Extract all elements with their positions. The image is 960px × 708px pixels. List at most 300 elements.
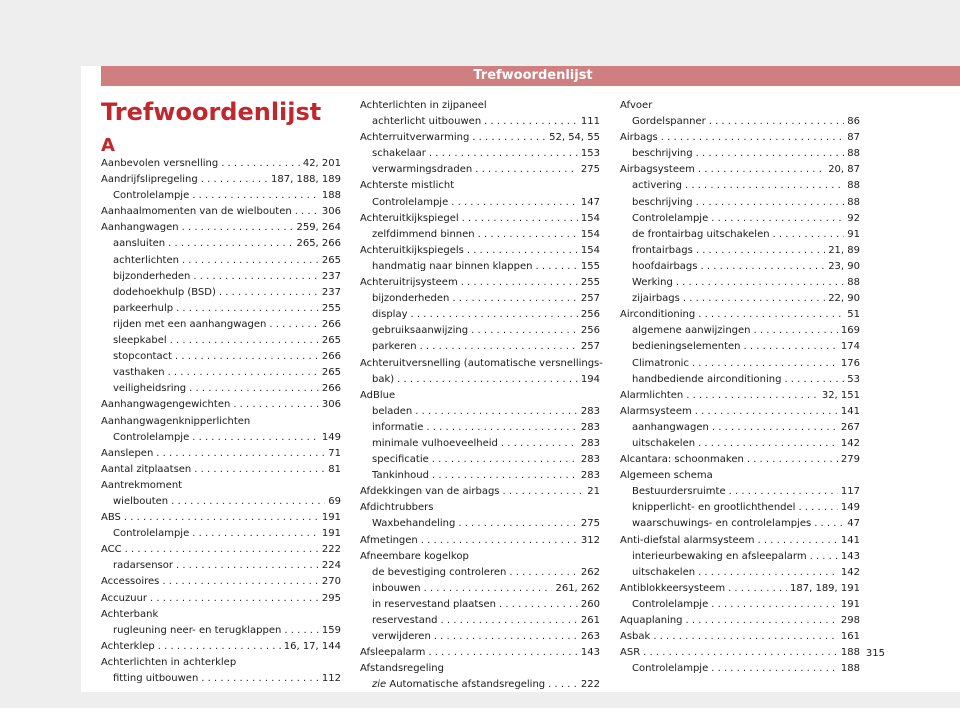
page-reference[interactable]: 256 — [580, 325, 600, 337]
dot-leader — [168, 365, 319, 381]
page-reference[interactable]: 153 — [580, 148, 600, 160]
index-entry — [620, 597, 860, 613]
page-reference[interactable]: 298 — [840, 615, 860, 626]
page-reference[interactable]: 222 — [321, 544, 341, 556]
index-entry — [360, 291, 600, 307]
see-target: Automatische afstandsregeling — [389, 679, 546, 691]
index-entry — [101, 220, 341, 236]
dot-leader — [168, 236, 293, 252]
page-reference[interactable]: 267 — [840, 421, 860, 433]
dot-leader — [182, 220, 294, 236]
index-term: dodehoekhulp (BSD) — [113, 286, 216, 298]
index-term: Gordelspanner — [632, 116, 706, 128]
page-reference[interactable]: 154 — [580, 212, 600, 224]
index-term: in reservestand plaatsen — [372, 598, 497, 610]
dot-leader — [478, 227, 578, 243]
page-reference[interactable]: 279 — [840, 454, 860, 466]
index-term: Aanhaalmomenten van de wielbouten — [101, 206, 292, 218]
index-entry — [620, 307, 860, 323]
dot-leader — [397, 372, 578, 388]
page-reference[interactable]: 161 — [840, 631, 860, 643]
index-entry — [360, 339, 600, 355]
dot-leader — [758, 533, 838, 549]
dot-leader — [156, 446, 325, 462]
page-reference[interactable]: 87 — [847, 132, 860, 144]
index-entry — [360, 227, 600, 243]
page-reference[interactable]: 188 — [321, 190, 341, 202]
index-term — [360, 677, 548, 693]
dot-leader — [686, 613, 838, 629]
index-term: Controlelampje — [632, 598, 709, 610]
page-reference[interactable]: 270 — [321, 576, 341, 588]
index-term: achterlichten — [113, 254, 179, 266]
index-entry — [620, 356, 860, 372]
dot-leader — [424, 581, 553, 597]
index-entry — [620, 372, 860, 388]
dot-leader — [698, 565, 838, 581]
index-entry — [360, 356, 603, 372]
index-entry — [101, 397, 341, 413]
dot-leader — [503, 484, 585, 500]
page-reference[interactable]: 176 — [840, 357, 860, 369]
dot-leader — [472, 130, 546, 146]
index-term: Controlelampje — [632, 663, 709, 675]
page-reference[interactable]: 42, 201 — [302, 158, 341, 169]
index-entry — [360, 468, 600, 484]
index-entry — [360, 516, 600, 532]
index-entry — [101, 558, 341, 574]
page-reference[interactable]: 260 — [580, 598, 600, 610]
dot-leader — [814, 516, 844, 532]
index-term: achterlicht uitbouwen — [372, 116, 482, 128]
index-term: Tankinhoud — [372, 470, 429, 482]
page-reference[interactable]: 142 — [840, 437, 860, 449]
dot-leader — [754, 323, 838, 339]
index-term: Achterlichten in zijpaneel — [360, 100, 487, 111]
index-term: Afstandsregeling — [360, 663, 444, 675]
index-entry — [101, 285, 341, 301]
index-entry — [360, 500, 600, 516]
dot-leader — [709, 114, 845, 130]
page-reference[interactable]: 143 — [580, 647, 600, 659]
dot-leader — [653, 629, 838, 645]
dot-leader — [269, 317, 319, 333]
index-entry — [101, 607, 341, 623]
page-reference[interactable]: 283 — [580, 405, 600, 417]
index-term: Controlelampje — [113, 431, 190, 443]
index-term: rijden met een aanhangwagen — [113, 318, 267, 330]
index-term: Anti-diefstal alarmsysteem — [620, 534, 755, 546]
index-term: Antiblokkeersysteem — [620, 582, 726, 594]
index-entry — [620, 291, 860, 307]
index-term: Achteruitrijsysteem — [360, 277, 458, 289]
dot-leader — [158, 639, 281, 655]
page-reference[interactable]: 141 — [840, 405, 860, 417]
page-reference[interactable]: 237 — [321, 270, 341, 282]
index-term: Aanhangwagenknipperlichten — [101, 415, 251, 427]
page-reference[interactable]: 155 — [580, 260, 600, 272]
index-entry — [101, 623, 341, 639]
page-reference[interactable]: 265 — [321, 254, 341, 266]
index-term: Bestuurdersruimte — [632, 486, 726, 498]
index-term: Controlelampje — [113, 528, 190, 540]
dot-leader — [452, 291, 578, 307]
index-term: inbouwen — [372, 582, 421, 594]
index-term: uitschakelen — [632, 566, 696, 578]
page-reference[interactable]: 53 — [847, 373, 860, 385]
index-entry — [620, 195, 860, 211]
dot-leader — [434, 629, 578, 645]
index-term: Controlelampje — [113, 190, 190, 202]
dot-leader — [810, 549, 838, 565]
index-entry — [360, 162, 600, 178]
dot-leader — [683, 291, 825, 307]
index-entry — [620, 275, 860, 291]
index-entry — [620, 516, 860, 532]
index-entry — [101, 655, 341, 671]
page-reference[interactable]: 191 — [321, 528, 341, 540]
index-term: Afmetingen — [360, 534, 418, 546]
index-entry — [620, 484, 860, 500]
index-entry — [620, 436, 860, 452]
index-entry — [360, 629, 600, 645]
dot-leader — [193, 269, 319, 285]
dot-leader — [125, 542, 319, 558]
dot-leader — [284, 623, 319, 639]
page-reference[interactable]: 266 — [321, 318, 341, 330]
page-reference[interactable]: 187, 188, 189 — [271, 174, 341, 186]
index-entry — [620, 565, 860, 581]
index-term: Accuzuur — [101, 592, 148, 604]
page-reference[interactable]: 142 — [840, 566, 860, 578]
index-entry — [620, 323, 860, 339]
dot-leader — [698, 436, 838, 452]
index-term: Airconditioning — [620, 309, 696, 321]
dot-leader — [192, 430, 319, 446]
page-reference[interactable]: 149 — [840, 502, 860, 514]
index-entry — [360, 275, 600, 291]
dot-leader — [421, 533, 578, 549]
page-reference[interactable]: 16, 17, 144 — [283, 640, 341, 652]
page-reference[interactable]: 22, 90 — [828, 293, 860, 305]
dot-leader — [784, 372, 844, 388]
page-reference[interactable]: 224 — [321, 560, 341, 572]
index-entry — [101, 510, 341, 526]
dot-leader — [696, 195, 845, 211]
index-term: algemene aanwijzingen — [632, 325, 751, 337]
page-reference[interactable]: 154 — [580, 228, 600, 240]
dot-leader — [458, 516, 578, 532]
index-entry — [101, 526, 341, 542]
page-reference[interactable]: 117 — [840, 486, 860, 498]
dot-leader — [429, 146, 578, 162]
index-term: Airbags — [620, 132, 658, 144]
index-term: Climatronic — [632, 357, 689, 369]
dot-leader — [201, 172, 268, 188]
index-entry — [360, 372, 600, 388]
index-term: ASR — [620, 647, 641, 659]
index-column-3 — [620, 98, 860, 677]
dot-leader — [696, 146, 845, 162]
page-reference[interactable]: 257 — [580, 341, 600, 353]
index-entry — [360, 597, 600, 613]
dot-leader — [171, 494, 325, 510]
index-term: radarsensor — [113, 560, 173, 572]
dot-leader — [415, 404, 578, 420]
page-title: Trefwoordenlijst — [101, 98, 322, 126]
page-reference[interactable]: 194 — [580, 373, 600, 385]
index-term: beschrijving — [632, 148, 693, 160]
index-entry — [620, 549, 860, 565]
page-reference[interactable]: 255 — [580, 277, 600, 289]
index-term: aanhangwagen — [632, 421, 709, 433]
page-reference[interactable]: 237 — [321, 286, 341, 298]
index-term: reservestand — [372, 615, 438, 626]
page-reference[interactable]: 147 — [580, 196, 600, 208]
index-entry — [360, 484, 600, 500]
index-term: uitschakelen — [632, 437, 696, 449]
index-term: verwarmingsdraden — [372, 164, 473, 176]
page-reference[interactable]: 169 — [840, 325, 860, 337]
dot-leader — [467, 243, 578, 259]
index-term: Werking — [632, 277, 673, 289]
index-term: Aantrekmoment — [101, 479, 183, 491]
dot-leader — [176, 558, 319, 574]
page-reference[interactable]: 88 — [847, 277, 860, 289]
index-term: vasthaken — [113, 367, 165, 379]
index-entry — [620, 243, 860, 259]
index-entry — [101, 317, 341, 333]
index-entry — [620, 629, 860, 645]
index-column-2 — [360, 98, 603, 693]
page-reference[interactable]: 86 — [847, 116, 860, 128]
dot-leader — [747, 452, 838, 468]
dot-leader — [729, 484, 838, 500]
page-reference[interactable]: 262 — [580, 566, 600, 578]
index-entry — [101, 204, 341, 220]
index-entry — [620, 581, 860, 597]
dot-leader — [711, 661, 838, 677]
index-entry — [360, 195, 600, 211]
index-term: Airbagsysteem — [620, 164, 695, 176]
page-reference[interactable]: 69 — [328, 495, 341, 507]
index-term: zijairbags — [632, 293, 680, 305]
index-entry — [360, 420, 600, 436]
index-entry — [360, 98, 600, 114]
dot-leader — [685, 178, 844, 194]
index-term: Achteruitversnelling (automatische versnellings- — [360, 357, 603, 369]
index-entry — [620, 468, 860, 484]
page-reference[interactable]: 47 — [847, 518, 860, 530]
index-term: sleepkabel — [113, 335, 167, 347]
index-entry — [620, 130, 860, 146]
dot-leader — [420, 339, 578, 355]
page-reference[interactable]: 91 — [847, 228, 860, 240]
page-reference[interactable]: 306 — [321, 206, 341, 218]
dot-leader — [798, 500, 837, 516]
page-reference[interactable]: 263 — [580, 631, 600, 643]
page-reference[interactable]: 283 — [580, 421, 600, 433]
page-reference[interactable]: 149 — [321, 431, 341, 443]
index-entry — [620, 645, 860, 661]
dot-leader — [124, 510, 319, 526]
index-term: verwijderen — [372, 631, 431, 643]
dot-leader — [432, 452, 578, 468]
page-reference[interactable]: 266 — [321, 383, 341, 395]
page-reference[interactable]: 32, 151 — [821, 389, 860, 401]
index-entry — [620, 178, 860, 194]
index-entry — [101, 462, 341, 478]
index-term: specificatie — [372, 454, 429, 466]
dot-leader — [192, 526, 319, 542]
page-number: 315 — [865, 648, 885, 659]
page-reference[interactable]: 174 — [840, 341, 860, 353]
index-term: de frontairbag uitschakelen — [632, 228, 770, 240]
page-reference[interactable]: 143 — [840, 550, 860, 562]
dot-leader — [201, 671, 319, 687]
index-entry — [101, 478, 341, 494]
index-term: Achterste mistlicht — [360, 180, 455, 192]
page-reference[interactable]: 261, 262 — [555, 582, 600, 594]
page-reference[interactable]: 275 — [580, 518, 600, 530]
index-term: Alcantara: schoonmaken — [620, 454, 744, 466]
index-entry — [620, 227, 860, 243]
dot-leader — [221, 156, 300, 172]
index-term: frontairbags — [632, 244, 693, 256]
dot-leader — [696, 243, 825, 259]
page-reference[interactable]: 23, 90 — [828, 260, 860, 272]
index-term: Asbak — [620, 631, 651, 643]
index-term: Aantal zitplaatsen — [101, 463, 192, 475]
page-reference[interactable]: 255 — [321, 302, 341, 314]
page-reference[interactable]: 191 — [321, 512, 341, 524]
dot-leader — [711, 597, 838, 613]
page-reference[interactable]: 81 — [328, 463, 341, 475]
index-term: stopcontact — [113, 351, 173, 363]
index-term: Algemeen schema — [620, 470, 713, 482]
index-term: Aanhangwagen — [101, 222, 179, 234]
page-reference[interactable]: 71 — [328, 447, 341, 459]
page-reference[interactable]: 257 — [580, 293, 600, 305]
page-reference[interactable]: 51 — [847, 309, 860, 321]
dot-leader — [219, 285, 319, 301]
page-reference[interactable]: 283 — [580, 454, 600, 466]
page-reference[interactable]: 306 — [321, 399, 341, 411]
dot-leader — [475, 162, 578, 178]
page-reference[interactable]: 188 — [840, 647, 860, 659]
index-entry — [620, 162, 860, 178]
index-term: wielbouten — [113, 495, 169, 507]
index-entry — [101, 333, 341, 349]
page-reference[interactable]: 261 — [580, 615, 600, 626]
page-reference[interactable]: 154 — [580, 244, 600, 256]
index-entry — [101, 269, 341, 285]
index-entry — [360, 549, 600, 565]
page-reference[interactable]: 92 — [847, 212, 860, 224]
page-reference[interactable]: 222 — [580, 679, 600, 691]
index-entry — [101, 446, 341, 462]
page-reference[interactable]: 295 — [321, 592, 341, 604]
dot-leader — [484, 114, 578, 130]
index-term: Afdekkingen van de airbags — [360, 486, 500, 498]
index-entry — [101, 671, 341, 687]
dot-leader — [773, 227, 845, 243]
page-reference[interactable]: 88 — [847, 196, 860, 208]
index-entry — [360, 436, 600, 452]
dot-leader — [189, 381, 319, 397]
page-reference[interactable]: 275 — [580, 164, 600, 176]
index-term: minimale vulhoeveelheid — [372, 437, 498, 449]
page-reference[interactable]: 283 — [580, 437, 600, 449]
page-reference[interactable]: 187, 189, 191 — [790, 582, 860, 594]
page-reference[interactable]: 265, 266 — [296, 238, 341, 250]
dot-leader — [501, 436, 578, 452]
index-term: Aandrijfslipregeling — [101, 174, 198, 186]
dot-leader — [698, 307, 844, 323]
index-entry — [360, 323, 600, 339]
index-term: Achterlichten in achterklep — [101, 656, 237, 668]
index-entry — [620, 98, 860, 114]
index-entry — [101, 365, 341, 381]
dot-leader — [728, 581, 787, 597]
page-reference[interactable]: 259, 264 — [296, 222, 341, 234]
index-entry — [360, 613, 600, 629]
index-entry — [101, 236, 341, 252]
page-reference[interactable]: 52, 54, 55 — [549, 132, 600, 144]
page-reference[interactable]: 191 — [840, 598, 860, 610]
page-reference[interactable]: 312 — [580, 534, 600, 546]
page-reference[interactable]: 283 — [580, 470, 600, 482]
page-reference[interactable]: 21, 89 — [828, 244, 860, 256]
page-reference[interactable]: 266 — [321, 351, 341, 363]
page-reference[interactable]: 112 — [321, 673, 341, 684]
dot-leader — [176, 301, 319, 317]
page-reference[interactable]: 21 — [587, 486, 600, 498]
dot-leader — [462, 211, 578, 227]
section-letter: A — [101, 135, 115, 156]
index-entry — [101, 574, 341, 590]
page-reference[interactable]: 111 — [580, 116, 600, 128]
page-reference[interactable]: 141 — [840, 534, 860, 546]
page-reference[interactable]: 256 — [580, 309, 600, 321]
index-entry — [620, 211, 860, 227]
dot-leader — [162, 574, 319, 590]
index-term: Afsleepalarm — [360, 647, 426, 659]
page-reference[interactable]: 88 — [847, 180, 860, 192]
page-reference[interactable]: 265 — [321, 367, 341, 379]
dot-leader — [509, 565, 578, 581]
index-column-1 — [101, 156, 341, 687]
page-reference[interactable]: 20, 87 — [828, 164, 860, 176]
dot-leader — [643, 645, 838, 661]
index-term: activering — [632, 180, 682, 192]
page-reference[interactable]: 265 — [321, 335, 341, 347]
index-term: Aanhangwagengewichten — [101, 399, 231, 411]
index-entry — [101, 494, 341, 510]
dot-leader — [426, 420, 577, 436]
index-term: parkeren — [372, 341, 417, 353]
page-reference[interactable]: 159 — [321, 624, 341, 636]
index-entry — [101, 591, 341, 607]
page-reference[interactable]: 188 — [840, 663, 860, 675]
index-entry — [360, 130, 600, 146]
index-term: informatie — [372, 421, 424, 433]
index-entry — [360, 114, 600, 130]
index-entry — [101, 188, 341, 204]
index-term: rugleuning neer- en terugklappen — [113, 624, 282, 636]
dot-leader — [451, 195, 578, 211]
page-reference[interactable]: 88 — [847, 148, 860, 160]
